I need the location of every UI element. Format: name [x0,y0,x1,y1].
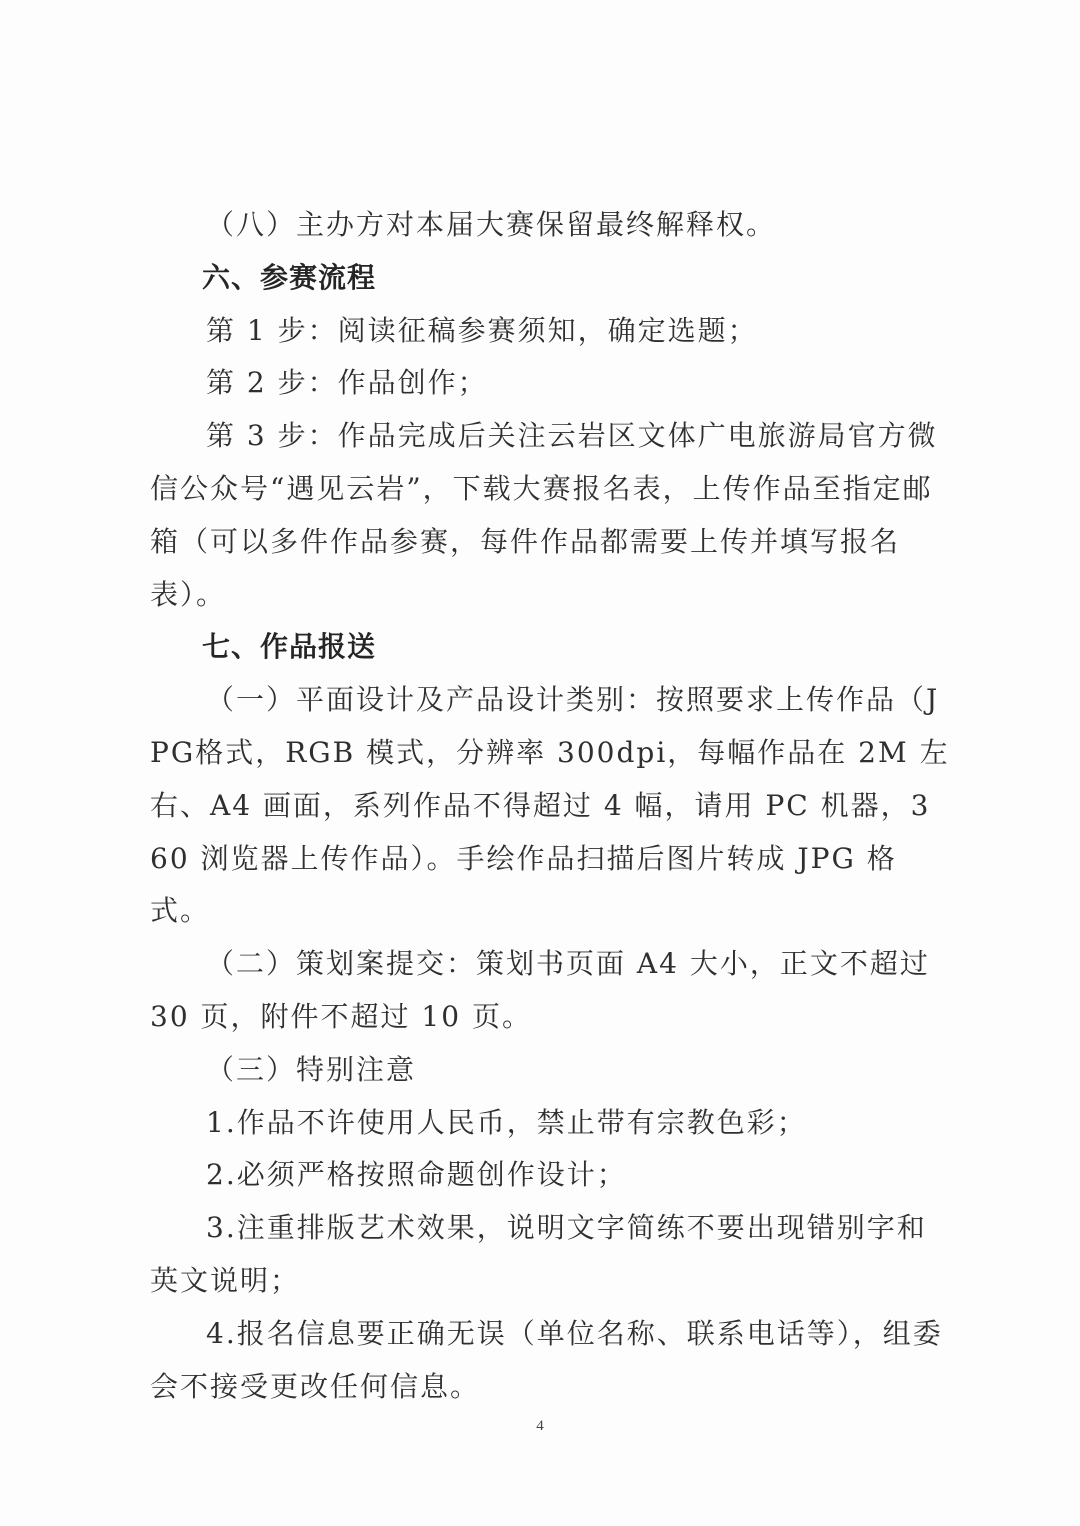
paragraph-design-submission: （一）平面设计及产品设计类别：按照要求上传作品（JPG格式，RGB 模式，分辨率 300dpi，每幅作品在 2M 左右、A4 画面，系列作品不得超过 4 幅，请用 PC 机器，360 浏览器上传作品）。手绘作品扫描后图片转成 JPG 格式。 [150,683,950,928]
paragraph-note-2: 2.必须严格按照命题创作设计； [206,1158,627,1192]
paragraph-step-1: 第 1 步：阅读征稿参赛须知，确定选题； [206,313,758,347]
paragraph-final-interpretation: （八）主办方对本届大赛保留最终解释权。 [206,208,777,241]
paragraph-note-3: 3.注重排版艺术效果，说明文字简练不要出现错别字和英文说明； [150,1211,927,1297]
section-heading-process: 六、参赛流程 [202,260,377,294]
paragraph-plan-submission: （二）策划案提交：策划书页面 A4 大小，正文不超过 30 页，附件不超过 10 页。 [150,947,930,1033]
paragraph-note-4: 4.报名信息要正确无误（单位名称、联系电话等），组委会不接受更改任何信息。 [150,1316,943,1403]
section-heading-submission: 七、作品报送 [202,630,377,664]
page-number: 4 [536,1418,544,1434]
document-body [150,199,950,1413]
paragraph-special-notes-title: （三）特别注意 [206,1052,417,1086]
paragraph-step-2: 第 2 步：作品创作； [206,366,488,400]
paragraph-note-1: 1.作品不许使用人民币，禁止带有宗教色彩； [206,1105,807,1139]
paragraph-step-3: 第 3 步：作品完成后关注云岩区文体广电旅游局官方微信公众号“遇见云岩”，下载大赛报名表，上传作品至指定邮箱（可以多件作品参赛，每件作品都需要上传并填写报名表）。 [150,419,938,611]
